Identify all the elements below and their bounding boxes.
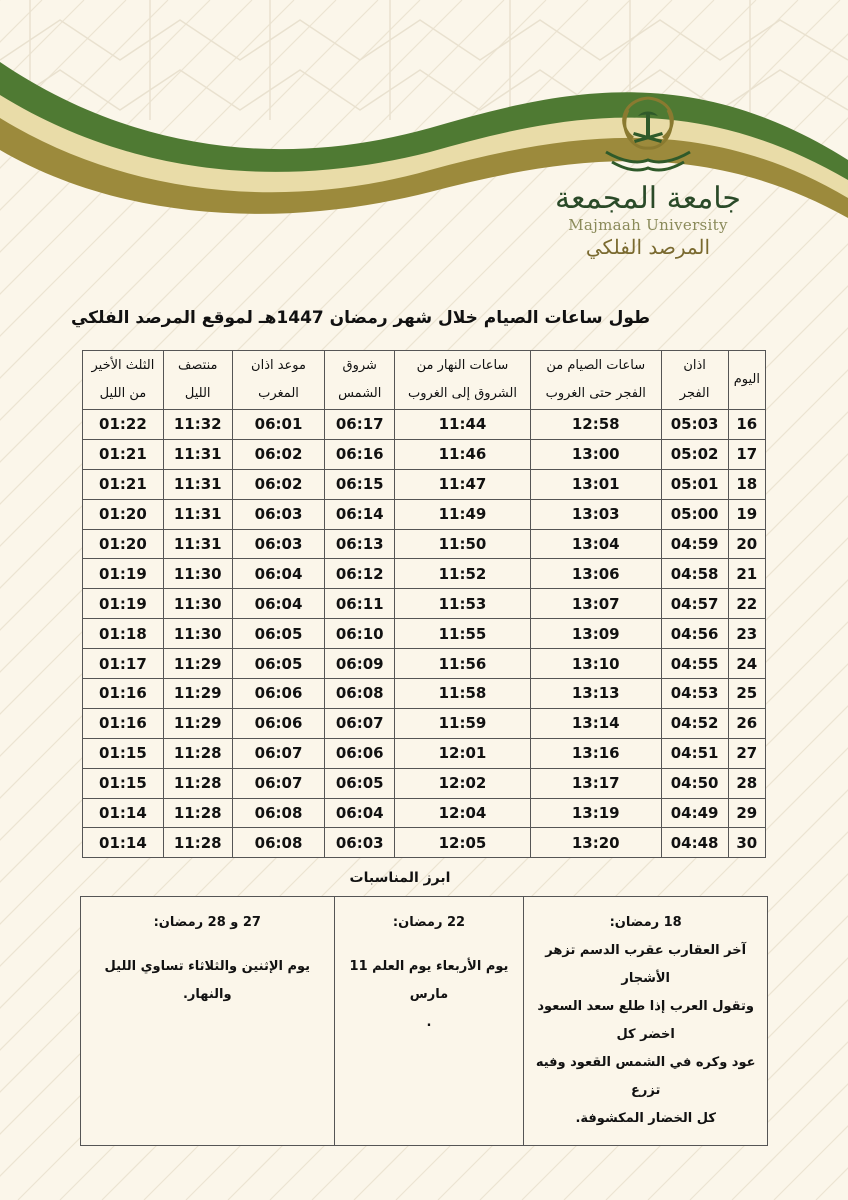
cell-last-third: 01:17: [83, 649, 164, 679]
event-cell-22: [334, 897, 524, 1146]
cell-daylight-hours: 11:49: [395, 499, 531, 529]
cell-fasting-hours: 13:10: [530, 649, 661, 679]
cell-midnight: 11:29: [163, 649, 232, 679]
cell-fasting-hours: 13:19: [530, 798, 661, 828]
table-row: [83, 738, 766, 768]
cell-sunrise: 06:12: [325, 559, 395, 589]
fasting-schedule-table: [82, 350, 766, 858]
cell-maghrib: 06:03: [232, 529, 325, 559]
events-title: ابرز المناسبات: [349, 870, 451, 886]
cell-daylight-hours: 12:05: [395, 828, 531, 858]
university-emblem-icon: [588, 90, 708, 180]
table-row: [83, 410, 766, 440]
cell-midnight: 11:29: [163, 708, 232, 738]
university-name-english: Majmaah University: [568, 216, 728, 234]
cell-day: 23: [728, 619, 765, 649]
cell-midnight: 11:30: [163, 589, 232, 619]
cell-sunrise: 06:17: [325, 410, 395, 440]
cell-sunrise: 06:14: [325, 499, 395, 529]
cell-last-third: 01:16: [83, 708, 164, 738]
cell-midnight: 11:32: [163, 410, 232, 440]
cell-sunrise: 06:03: [325, 828, 395, 858]
cell-day: 19: [728, 499, 765, 529]
cell-day: 20: [728, 529, 765, 559]
cell-maghrib: 06:06: [232, 708, 325, 738]
university-logo: [548, 90, 748, 260]
cell-fasting-hours: 13:17: [530, 768, 661, 798]
cell-fasting-hours: 12:58: [530, 410, 661, 440]
page-title: طول ساعات الصيام خلال شهر رمضان 1447هـ لموقع المرصد الفلكي: [70, 308, 650, 328]
event-line: يوم الأربعاء يوم العلم 11 مارس: [349, 959, 509, 1002]
cell-daylight-hours: 11:56: [395, 649, 531, 679]
cell-fasting-hours: 13:00: [530, 439, 661, 469]
cell-day: 18: [728, 469, 765, 499]
cell-sunrise: 06:09: [325, 649, 395, 679]
cell-fajr: 04:59: [661, 529, 728, 559]
cell-sunrise: 06:07: [325, 708, 395, 738]
cell-day: 25: [728, 679, 765, 709]
cell-daylight-hours: 11:46: [395, 439, 531, 469]
cell-sunrise: 06:16: [325, 439, 395, 469]
cell-last-third: 01:22: [83, 410, 164, 440]
table-header-row: [83, 351, 766, 410]
cell-midnight: 11:28: [163, 798, 232, 828]
cell-last-third: 01:14: [83, 828, 164, 858]
cell-last-third: 01:20: [83, 499, 164, 529]
cell-sunrise: 06:11: [325, 589, 395, 619]
cell-daylight-hours: 11:47: [395, 469, 531, 499]
cell-last-third: 01:18: [83, 619, 164, 649]
cell-day: 27: [728, 738, 765, 768]
event-line: عود وكره في الشمس القعود وفيه تزرع: [535, 1055, 756, 1098]
cell-day: 17: [728, 439, 765, 469]
cell-last-third: 01:15: [83, 768, 164, 798]
table-row: [83, 768, 766, 798]
cell-maghrib: 06:06: [232, 679, 325, 709]
event-line: .: [426, 1015, 432, 1030]
cell-daylight-hours: 12:02: [395, 768, 531, 798]
cell-maghrib: 06:08: [232, 828, 325, 858]
cell-last-third: 01:16: [83, 679, 164, 709]
table-row: [83, 679, 766, 709]
cell-daylight-hours: 11:59: [395, 708, 531, 738]
cell-maghrib: 06:04: [232, 559, 325, 589]
header-sunrise: شروق الشمس: [325, 351, 395, 410]
cell-last-third: 01:21: [83, 439, 164, 469]
cell-fasting-hours: 13:20: [530, 828, 661, 858]
cell-day: 30: [728, 828, 765, 858]
table-row: [83, 619, 766, 649]
cell-day: 29: [728, 798, 765, 828]
cell-day: 22: [728, 589, 765, 619]
header-midnight: منتصف الليل: [163, 351, 232, 410]
event-cell-18: [524, 897, 768, 1146]
cell-last-third: 01:20: [83, 529, 164, 559]
cell-daylight-hours: 12:04: [395, 798, 531, 828]
cell-midnight: 11:31: [163, 529, 232, 559]
cell-midnight: 11:28: [163, 768, 232, 798]
table-row: [83, 559, 766, 589]
cell-midnight: 11:31: [163, 439, 232, 469]
cell-maghrib: 06:02: [232, 439, 325, 469]
cell-maghrib: 06:08: [232, 798, 325, 828]
header-maghrib: موعد اذان المغرب: [232, 351, 325, 410]
table-row: [83, 708, 766, 738]
table-row: [83, 439, 766, 469]
header-day: اليوم: [728, 351, 765, 410]
cell-daylight-hours: 11:44: [395, 410, 531, 440]
university-name-arabic: جامعة المجمعة: [555, 181, 741, 216]
cell-fajr: 05:01: [661, 469, 728, 499]
cell-daylight-hours: 11:50: [395, 529, 531, 559]
event-cell-27-28: [81, 897, 335, 1146]
cell-maghrib: 06:02: [232, 469, 325, 499]
cell-midnight: 11:29: [163, 679, 232, 709]
cell-sunrise: 06:06: [325, 738, 395, 768]
cell-fajr: 04:48: [661, 828, 728, 858]
cell-fajr: 04:56: [661, 619, 728, 649]
cell-midnight: 11:31: [163, 499, 232, 529]
cell-fajr: 05:02: [661, 439, 728, 469]
table-row: [83, 589, 766, 619]
cell-last-third: 01:14: [83, 798, 164, 828]
cell-daylight-hours: 11:55: [395, 619, 531, 649]
cell-maghrib: 06:05: [232, 649, 325, 679]
cell-midnight: 11:28: [163, 828, 232, 858]
cell-fajr: 04:55: [661, 649, 728, 679]
event-line: يوم الإثنين والثلاثاء تساوي الليل والنهار.: [104, 959, 311, 1002]
table-row: [83, 529, 766, 559]
cell-sunrise: 06:05: [325, 768, 395, 798]
cell-day: 28: [728, 768, 765, 798]
cell-maghrib: 06:07: [232, 768, 325, 798]
events-table: [80, 896, 768, 1146]
cell-fajr: 04:53: [661, 679, 728, 709]
cell-last-third: 01:21: [83, 469, 164, 499]
cell-day: 21: [728, 559, 765, 589]
cell-day: 26: [728, 708, 765, 738]
cell-daylight-hours: 12:01: [395, 738, 531, 768]
cell-fasting-hours: 13:14: [530, 708, 661, 738]
cell-last-third: 01:15: [83, 738, 164, 768]
events-row: [81, 897, 768, 1146]
table-row: [83, 499, 766, 529]
cell-sunrise: 06:04: [325, 798, 395, 828]
cell-daylight-hours: 11:53: [395, 589, 531, 619]
cell-fajr: 04:51: [661, 738, 728, 768]
cell-last-third: 01:19: [83, 589, 164, 619]
cell-fajr: 04:50: [661, 768, 728, 798]
cell-fasting-hours: 13:16: [530, 738, 661, 768]
cell-fasting-hours: 13:09: [530, 619, 661, 649]
cell-maghrib: 06:01: [232, 410, 325, 440]
cell-fasting-hours: 13:01: [530, 469, 661, 499]
header-last-third: الثلث الأخير من الليل: [83, 351, 164, 410]
cell-midnight: 11:28: [163, 738, 232, 768]
table-row: [83, 649, 766, 679]
observatory-name: المرصد الفلكي: [585, 235, 711, 259]
cell-sunrise: 06:10: [325, 619, 395, 649]
cell-maghrib: 06:03: [232, 499, 325, 529]
cell-daylight-hours: 11:58: [395, 679, 531, 709]
cell-midnight: 11:31: [163, 469, 232, 499]
table-row: [83, 798, 766, 828]
event-line: كل الخضار المكشوفة.: [575, 1111, 716, 1126]
cell-midnight: 11:30: [163, 559, 232, 589]
table-row: [83, 828, 766, 858]
cell-sunrise: 06:08: [325, 679, 395, 709]
event-title: 22 رمضان:: [392, 915, 466, 930]
event-title: 27 و 28 رمضان:: [153, 915, 261, 930]
cell-daylight-hours: 11:52: [395, 559, 531, 589]
cell-fajr: 04:58: [661, 559, 728, 589]
cell-day: 16: [728, 410, 765, 440]
cell-fasting-hours: 13:04: [530, 529, 661, 559]
cell-fasting-hours: 13:13: [530, 679, 661, 709]
cell-midnight: 11:30: [163, 619, 232, 649]
event-title: 18 رمضان:: [609, 915, 682, 930]
cell-fajr: 04:49: [661, 798, 728, 828]
header-daylight-hours: ساعات النهار من الشروق إلى الغروب: [395, 351, 531, 410]
cell-fajr: 04:57: [661, 589, 728, 619]
cell-fasting-hours: 13:03: [530, 499, 661, 529]
cell-last-third: 01:19: [83, 559, 164, 589]
cell-maghrib: 06:07: [232, 738, 325, 768]
cell-fajr: 04:52: [661, 708, 728, 738]
cell-sunrise: 06:15: [325, 469, 395, 499]
header-fasting-hours: ساعات الصيام من الفجر حتى الغروب: [530, 351, 661, 410]
cell-fajr: 05:00: [661, 499, 728, 529]
cell-fasting-hours: 13:06: [530, 559, 661, 589]
cell-fajr: 05:03: [661, 410, 728, 440]
table-row: [83, 469, 766, 499]
cell-fasting-hours: 13:07: [530, 589, 661, 619]
event-line: وتقول العرب إذا طلع سعد السعود اخضر كل: [537, 999, 754, 1042]
cell-day: 24: [728, 649, 765, 679]
cell-sunrise: 06:13: [325, 529, 395, 559]
cell-maghrib: 06:05: [232, 619, 325, 649]
event-line: آخر العقارب عقرب الدسم تزهر الأشجار: [545, 943, 747, 986]
cell-maghrib: 06:04: [232, 589, 325, 619]
header-fajr: اذان الفجر: [661, 351, 728, 410]
